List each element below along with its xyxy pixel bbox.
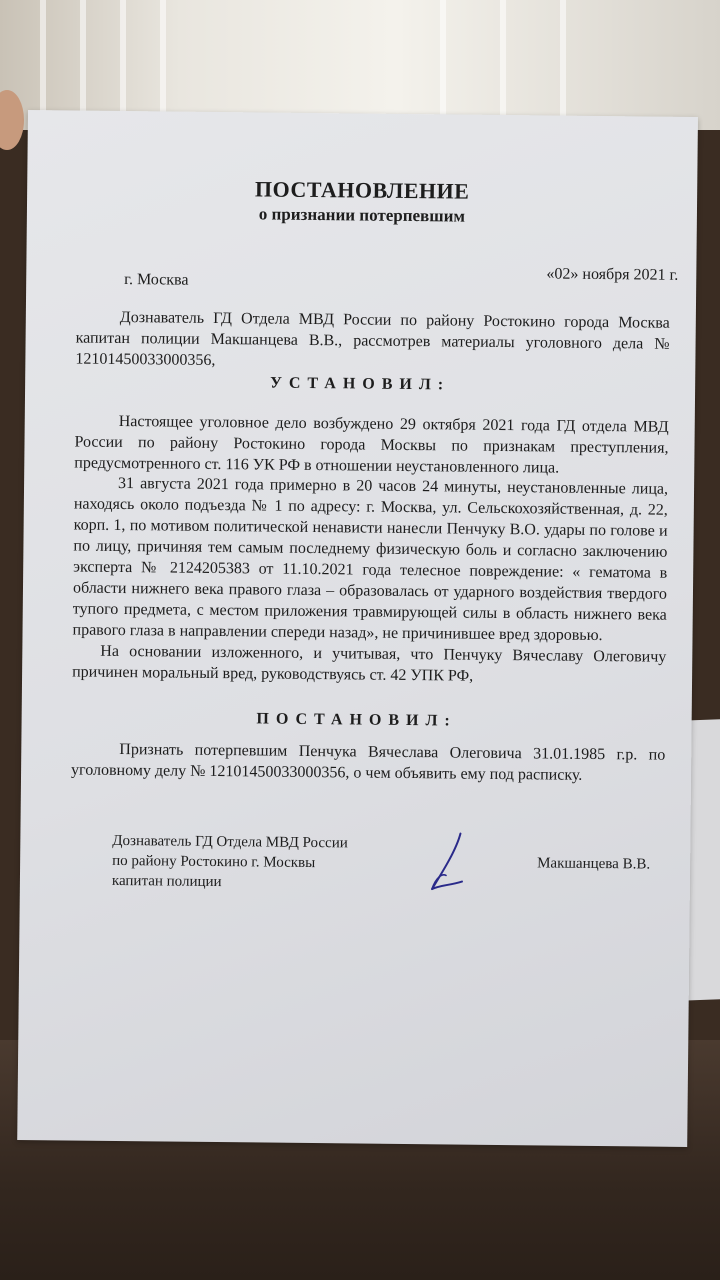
document-city: г. Москва xyxy=(124,271,189,289)
signatory-line: по району Ростокино г. Москвы xyxy=(112,852,316,872)
window-blind xyxy=(560,0,566,130)
document-subtitle: о признании потерпевшим xyxy=(258,204,466,226)
signatory-block xyxy=(112,831,348,893)
signatory-name: Макшанцева В.В. xyxy=(537,855,651,873)
signatory-line: Дознаватель ГД Отдела МВД России xyxy=(112,832,348,852)
document-date: «02» ноября 2021 г. xyxy=(546,265,679,284)
handwritten-signature xyxy=(420,829,481,900)
window-blind xyxy=(440,0,446,130)
resolved-heading: ПОСТАНОВИЛ: xyxy=(256,710,457,730)
document-sheet xyxy=(17,110,698,1147)
document-title: ПОСТАНОВЛЕНИЕ xyxy=(254,176,470,204)
paragraph-incident: 31 августа 2021 года примерно в 20 часов 24 минуты, неустановленные лица, находясь около подъезда № 1 по адресу: г. Москва, ул. Сельскохозяйственная, д. 22, корп. 1, по мотивом политической ненависти нанесли Пенчуку В.О. удары по голове и по лицу, причиняя тем самым последнему физическую боль и согласно заключению эксперта № 2124205383 от 11.10.2021 года телесное повреждение: « гематома в области нижнего века правого глаза – образовалась от ударного воздействия твердого тупого предмета, с местом приложения травмирующей силы в область нижнего века правого глаза в направлении спереди назад», не причинившее вред здоровью. xyxy=(72,474,669,645)
signatory-line: капитан полиции xyxy=(111,872,222,891)
paragraph-resolution: Признать потерпевшим Пенчука Вячеслава Олеговича 31.01.1985 г.р. по уголовному делу № 12101450033000356, о чем объявить ему под расписку. xyxy=(71,740,666,784)
paragraph-grounds: На основании изложенного, и учитывая, что Пенчуку Вячеславу Олеговичу причинен моральный вред, руководствуясь ст. 42 УПК РФ, xyxy=(72,642,667,685)
established-heading: УСТАНОВИЛ: xyxy=(270,374,451,394)
paragraph-case-opened: Настоящее уголовное дело возбуждено 29 октября 2021 года ГД отдела МВД России по району Ростокино города Москвы по признакам преступления, предусмотренного ст. 116 УК РФ в отношении неустановленного лица. xyxy=(74,412,669,477)
window-blind xyxy=(500,0,506,130)
intro-paragraph: Дознаватель ГД Отдела МВД России по району Ростокино города Москва капитан полиции Макшанцева В.В., рассмотрев материалы уголовного дела № 12101450033000356, xyxy=(75,308,670,369)
